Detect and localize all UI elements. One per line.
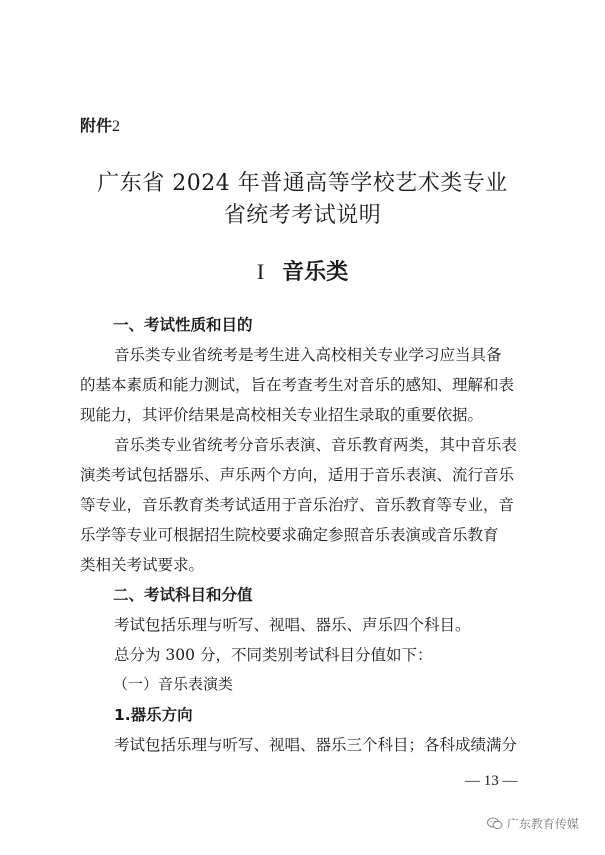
attachment-text: 附件: [80, 116, 113, 135]
section-number: I: [256, 259, 265, 284]
section-name: 音乐类: [282, 260, 349, 285]
section-heading: [0, 255, 605, 286]
heading-1: 一、考试性质和目的: [113, 316, 253, 334]
para5: 考试包括乐理与听写、视唱、器乐三个科目；各科成绩满分: [114, 736, 518, 754]
para3: 考试包括乐理与听写、视唱、器乐、声乐四个科目。: [114, 616, 471, 634]
para2-line4: 乐学等专业可根据招生院校要求确定参照音乐表演或音乐教育: [80, 526, 499, 544]
para2-line1: 音乐类专业省统考分音乐表演、音乐教育两类，其中音乐表: [114, 436, 518, 454]
para1-line3: 现能力，其评价结果是高校相关专业招生录取的重要依据。: [80, 406, 484, 424]
para2-line5: 类相关考试要求。: [80, 556, 205, 574]
watermark: [487, 813, 579, 832]
attachment-label: [80, 113, 120, 136]
doc-title-line-1: 广东省 2024 年普通高等学校艺术类专业: [97, 171, 508, 196]
subheading-1: （一）音乐表演类: [113, 675, 234, 693]
para4: 总分为 300 分，不同类别考试科目分值如下：: [114, 646, 433, 664]
para1-line2: 的基本素质和能力测试，旨在考查考生对音乐的感知、理解和表: [80, 376, 515, 394]
heading-2: 二、考试科目和分值: [113, 586, 253, 604]
para2-line3: 等专业，音乐教育类考试适用于音乐治疗、音乐教育等专业，音: [80, 496, 515, 514]
para1-line1: 音乐类专业省统考是考生进入高校相关专业学习应当具备: [114, 346, 502, 364]
watermark-text: 广东教育传媒: [506, 817, 579, 831]
para2-line2: 演类考试包括器乐、声乐两个方向，适用于音乐表演、流行音乐: [80, 466, 515, 484]
wechat-icon: [487, 817, 507, 831]
doc-title-line-2: 省统考考试说明: [223, 203, 382, 228]
attachment-number: 2: [112, 118, 121, 135]
page-number: — 13 —: [465, 773, 518, 789]
subheading-2: 1.器乐方向: [114, 706, 193, 724]
